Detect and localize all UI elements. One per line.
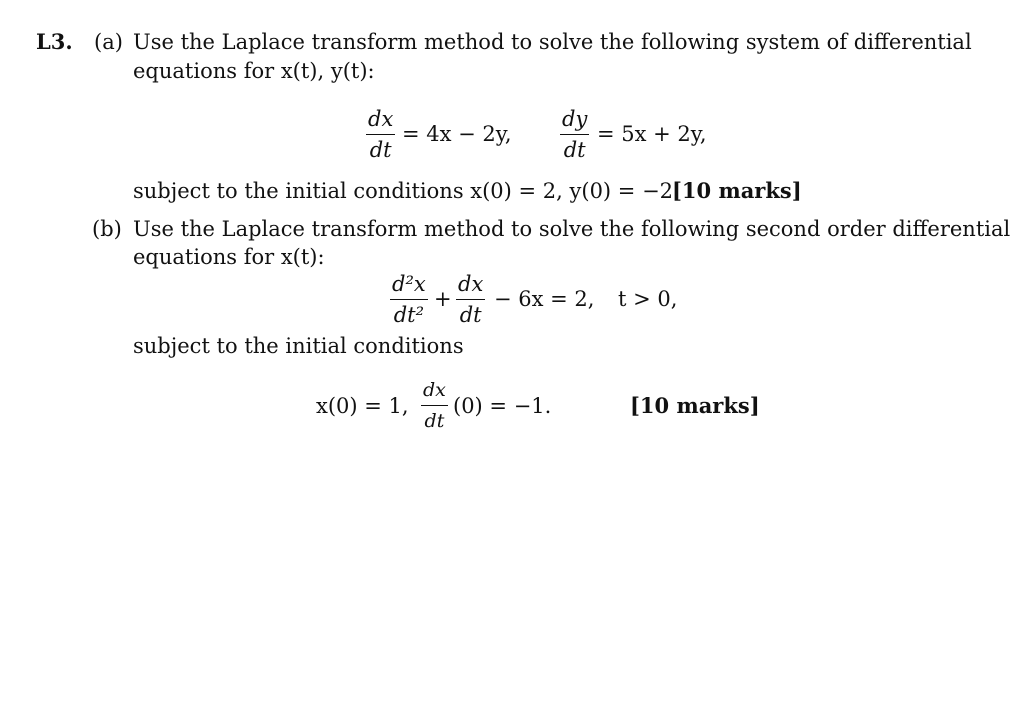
second-derivative-numerator: d²x — [392, 272, 426, 296]
fraction-bar — [560, 134, 589, 135]
eq2-numerator: dy — [562, 107, 588, 131]
part-b-conditions-intro: subject to the initial conditions — [133, 334, 464, 358]
ode-rest: − 6x = 2, — [494, 287, 595, 311]
first-derivative — [456, 272, 485, 327]
part-a-conditions: subject to the initial conditions x(0) = 2, y(0) = −2. — [133, 179, 680, 203]
eq1-derivative — [366, 107, 395, 162]
first-derivative-numerator: dx — [458, 272, 484, 296]
part-a-line2: equations for x(t), y(t): — [133, 59, 375, 83]
second-derivative — [390, 272, 428, 327]
fraction-bar — [366, 134, 395, 135]
question-number: L3. — [36, 29, 73, 54]
eq1-denominator: dt — [369, 138, 392, 163]
eq1-rhs: = 4x − 2y, — [402, 122, 512, 146]
ode-domain: t > 0, — [618, 287, 678, 311]
ic-numerator: dx — [423, 379, 446, 401]
ic-derivative — [421, 378, 448, 433]
fraction-bar — [456, 299, 485, 300]
fraction-bar — [421, 405, 448, 406]
fraction-bar — [390, 299, 428, 300]
part-a-label: (a) — [94, 30, 123, 54]
eq2-derivative — [560, 107, 589, 162]
part-b-marks: [10 marks] — [630, 393, 760, 418]
part-a-line1: Use the Laplace transform method to solve the following system of differential — [133, 30, 972, 54]
plus-sign: + — [434, 287, 452, 311]
eq2-rhs: = 5x + 2y, — [597, 122, 707, 146]
part-a-marks: [10 marks] — [672, 178, 802, 203]
ic-after: (0) = −1. — [453, 394, 552, 418]
second-derivative-denominator: dt² — [393, 303, 425, 328]
ic-first: x(0) = 1, — [316, 394, 409, 418]
part-b-line2: equations for x(t): — [133, 245, 325, 269]
ic-denominator: dt — [424, 410, 445, 433]
first-derivative-denominator: dt — [459, 303, 482, 328]
eq2-denominator: dt — [563, 138, 586, 163]
part-b-label: (b) — [92, 217, 122, 241]
eq1-numerator: dx — [368, 107, 394, 131]
part-b-line1: Use the Laplace transform method to solve the following second order differential — [133, 217, 1011, 241]
